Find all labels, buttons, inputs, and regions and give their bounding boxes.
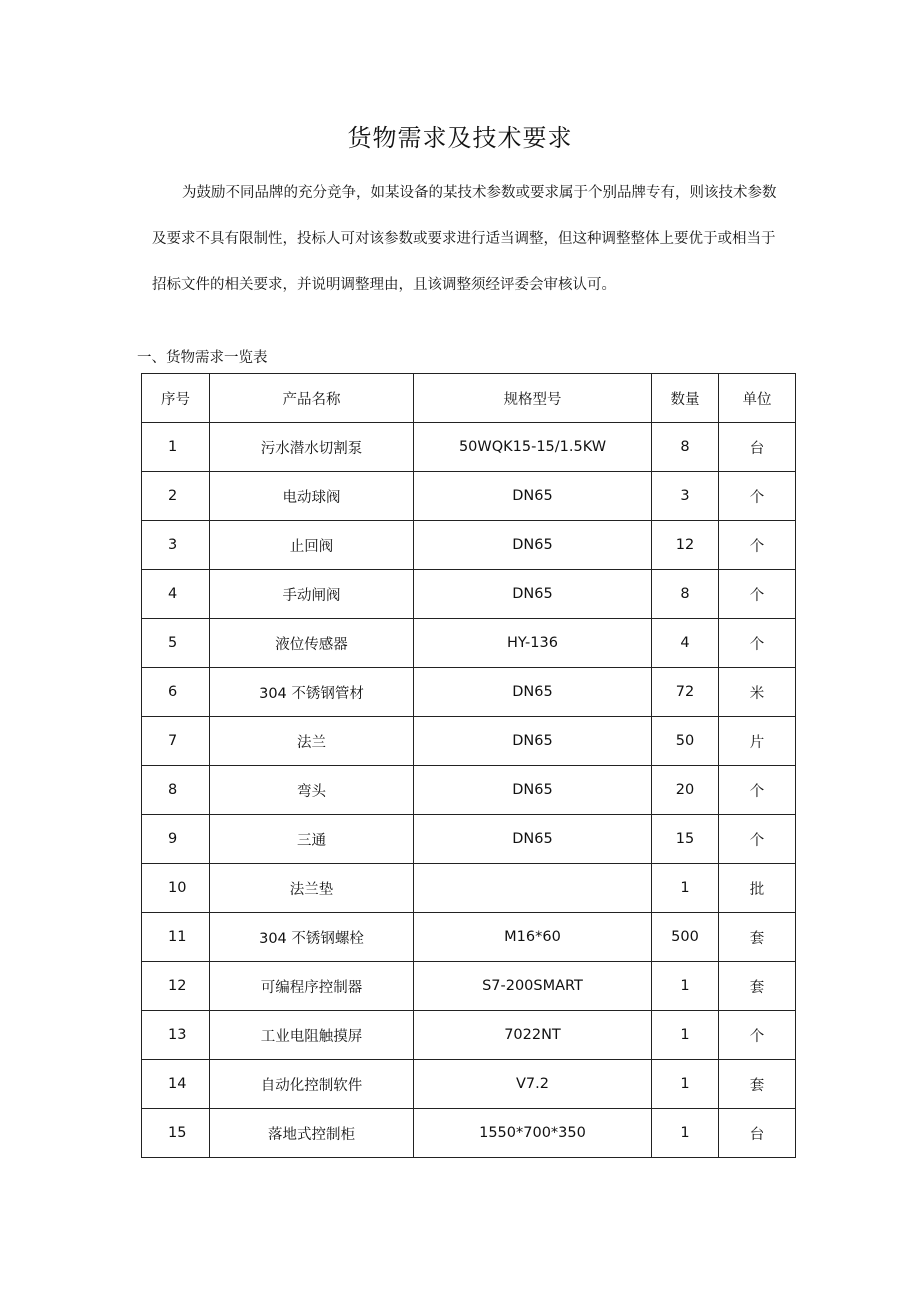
table-row — [142, 1109, 796, 1158]
table-row — [142, 423, 796, 472]
cell-quantity: 3 — [652, 472, 719, 521]
cell-spec-model: 7022NT — [414, 1011, 652, 1060]
table-row — [142, 766, 796, 815]
cell-seq: 14 — [142, 1060, 210, 1109]
header-unit: 单位 — [719, 374, 796, 423]
cell-unit: 台 — [719, 1109, 796, 1158]
cell-unit: 个 — [719, 1011, 796, 1060]
intro-paragraph — [152, 170, 788, 308]
cell-product-name: 污水潜水切割泵 — [210, 423, 414, 472]
cell-product-name: 电动球阀 — [210, 472, 414, 521]
cell-quantity: 1 — [652, 1109, 719, 1158]
cell-spec-model: DN65 — [414, 815, 652, 864]
cell-seq: 3 — [142, 521, 210, 570]
cell-product-name: 法兰 — [210, 717, 414, 766]
header-spec-model: 规格型号 — [414, 374, 652, 423]
cell-spec-model: DN65 — [414, 668, 652, 717]
cell-product-name: 304 不锈钢螺栓 — [210, 913, 414, 962]
cell-product-name: 落地式控制柜 — [210, 1109, 414, 1158]
cell-seq: 12 — [142, 962, 210, 1011]
cell-quantity: 12 — [652, 521, 719, 570]
cell-spec-model — [414, 864, 652, 913]
cell-quantity: 1 — [652, 962, 719, 1011]
cell-product-name: 自动化控制软件 — [210, 1060, 414, 1109]
table-header-row — [142, 374, 796, 423]
cell-spec-model: 1550*700*350 — [414, 1109, 652, 1158]
cell-seq: 7 — [142, 717, 210, 766]
cell-quantity: 500 — [652, 913, 719, 962]
cell-quantity: 8 — [652, 570, 719, 619]
cell-spec-model: HY-136 — [414, 619, 652, 668]
cell-product-name: 可编程序控制器 — [210, 962, 414, 1011]
table-row — [142, 815, 796, 864]
table-row — [142, 472, 796, 521]
cell-product-name: 工业电阻触摸屏 — [210, 1011, 414, 1060]
cell-spec-model: DN65 — [414, 766, 652, 815]
cell-unit: 个 — [719, 472, 796, 521]
table-row — [142, 1060, 796, 1109]
cell-seq: 6 — [142, 668, 210, 717]
intro-text: 为鼓励不同品牌的充分竞争，如某设备的某技术参数或要求属于个别品牌专有，则该技术参数及要求不具有限制性，投标人可对该参数或要求进行适当调整，但这种调整整体上要优于或相当于招标文件的相关要求，并说明调整理由，且该调整须经评委会审核认可。 — [152, 185, 777, 293]
cell-spec-model: DN65 — [414, 472, 652, 521]
table-row — [142, 668, 796, 717]
goods-table — [141, 373, 796, 1158]
table-row — [142, 619, 796, 668]
cell-product-name: 三通 — [210, 815, 414, 864]
cell-spec-model: 50WQK15-15/1.5KW — [414, 423, 652, 472]
cell-seq: 13 — [142, 1011, 210, 1060]
cell-quantity: 20 — [652, 766, 719, 815]
cell-seq: 11 — [142, 913, 210, 962]
cell-spec-model: DN65 — [414, 521, 652, 570]
cell-product-name: 弯头 — [210, 766, 414, 815]
document-title: 货物需求及技术要求 — [347, 124, 573, 152]
cell-unit: 台 — [719, 423, 796, 472]
cell-spec-model: S7-200SMART — [414, 962, 652, 1011]
cell-quantity: 50 — [652, 717, 719, 766]
cell-spec-model: V7.2 — [414, 1060, 652, 1109]
cell-quantity: 1 — [652, 864, 719, 913]
header-product-name: 产品名称 — [210, 374, 414, 423]
cell-quantity: 1 — [652, 1011, 719, 1060]
cell-quantity: 4 — [652, 619, 719, 668]
cell-seq: 10 — [142, 864, 210, 913]
cell-unit: 个 — [719, 619, 796, 668]
cell-seq: 2 — [142, 472, 210, 521]
cell-quantity: 15 — [652, 815, 719, 864]
cell-product-name: 液位传感器 — [210, 619, 414, 668]
cell-unit: 套 — [719, 913, 796, 962]
cell-spec-model: DN65 — [414, 570, 652, 619]
cell-quantity: 8 — [652, 423, 719, 472]
table-body — [142, 423, 796, 1158]
cell-unit: 批 — [719, 864, 796, 913]
cell-seq: 1 — [142, 423, 210, 472]
table-row — [142, 913, 796, 962]
table-row — [142, 1011, 796, 1060]
cell-seq: 15 — [142, 1109, 210, 1158]
cell-unit: 个 — [719, 570, 796, 619]
cell-unit: 米 — [719, 668, 796, 717]
cell-spec-model: DN65 — [414, 717, 652, 766]
cell-product-name: 304 不锈钢管材 — [210, 668, 414, 717]
cell-quantity: 1 — [652, 1060, 719, 1109]
cell-seq: 4 — [142, 570, 210, 619]
cell-unit: 套 — [719, 1060, 796, 1109]
cell-unit: 套 — [719, 962, 796, 1011]
table-row — [142, 962, 796, 1011]
cell-product-name: 法兰垫 — [210, 864, 414, 913]
cell-seq: 9 — [142, 815, 210, 864]
cell-product-name: 手动闸阀 — [210, 570, 414, 619]
table-row — [142, 570, 796, 619]
table-row — [142, 864, 796, 913]
cell-unit: 片 — [719, 717, 796, 766]
cell-seq: 8 — [142, 766, 210, 815]
cell-spec-model: M16*60 — [414, 913, 652, 962]
cell-quantity: 72 — [652, 668, 719, 717]
cell-seq: 5 — [142, 619, 210, 668]
header-quantity: 数量 — [652, 374, 719, 423]
table-row — [142, 717, 796, 766]
cell-unit: 个 — [719, 766, 796, 815]
cell-unit: 个 — [719, 521, 796, 570]
cell-unit: 个 — [719, 815, 796, 864]
header-seq: 序号 — [142, 374, 210, 423]
table-row — [142, 521, 796, 570]
cell-product-name: 止回阀 — [210, 521, 414, 570]
section-heading: 一、货物需求一览表 — [137, 350, 268, 366]
